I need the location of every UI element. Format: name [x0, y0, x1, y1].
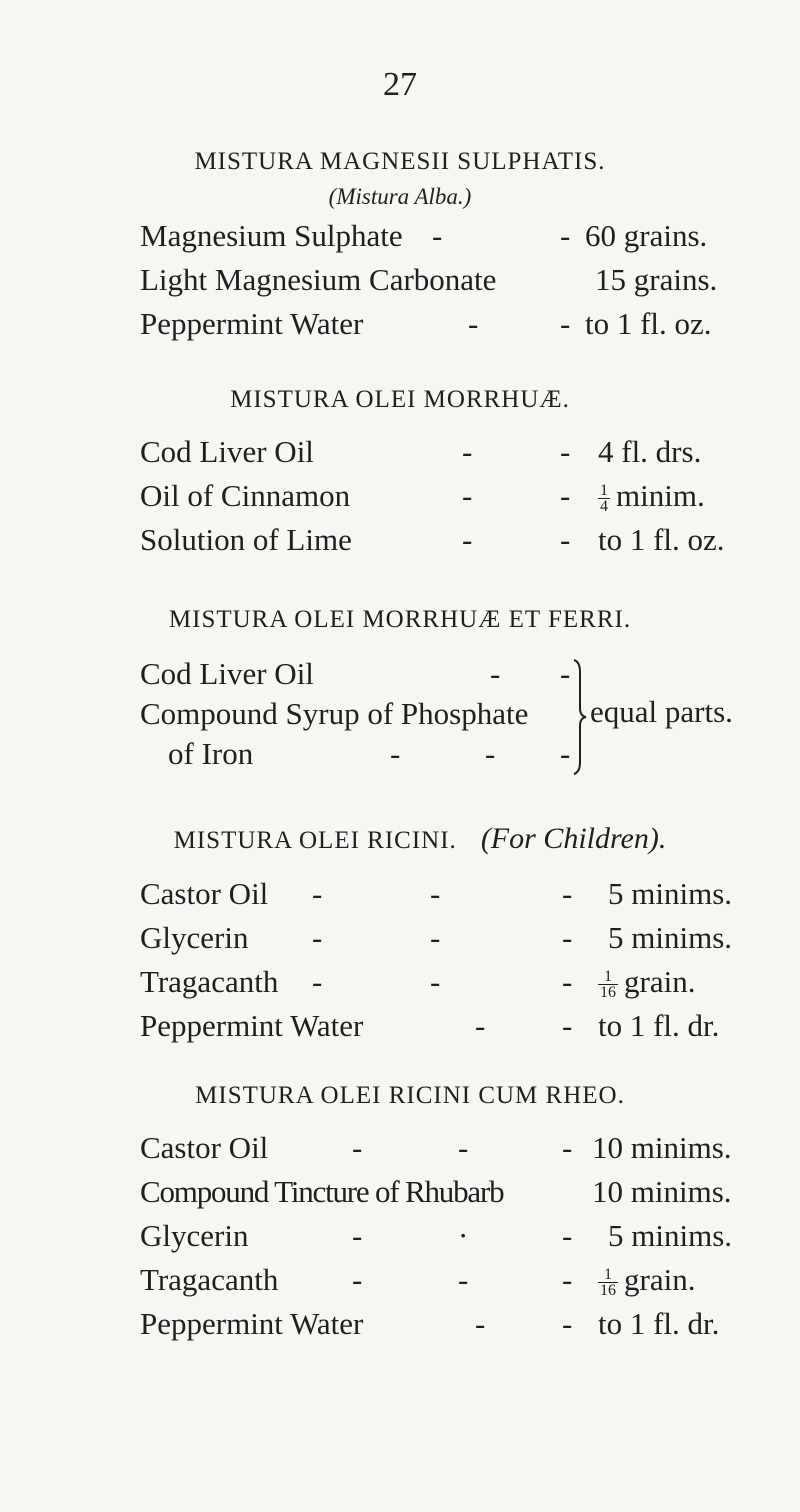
ingredient-name: of Iron [168, 736, 254, 771]
leader-dash: - [312, 964, 323, 999]
leader-dash: - [352, 1130, 363, 1165]
leader-dash: - [562, 1262, 573, 1297]
leader-dash: - [468, 306, 479, 341]
leader-dash: - [352, 1262, 363, 1297]
ingredient-row [140, 964, 760, 1008]
leader-dash: - [562, 920, 573, 955]
ingredient-row [140, 1130, 760, 1174]
ingredient-name: Tragacanth [140, 1262, 279, 1297]
page-number: 27 [383, 66, 417, 103]
ingredient-row [140, 920, 760, 964]
ingredient-row [140, 1174, 760, 1218]
ingredient-name: Light Magnesium Carbonate [140, 262, 497, 297]
leader-dash: · [458, 1218, 469, 1253]
leader-dash: - [562, 876, 573, 911]
leader-dash: - [462, 522, 473, 557]
leader-dash: - [560, 736, 571, 771]
ingredient-name: Compound Tincture of Rhubarb [140, 1174, 504, 1209]
section-mistura-magnesii [0, 148, 800, 350]
section-title: MISTURA OLEI MORRHUÆ. [230, 386, 570, 413]
ingredient-quantity: to 1 fl. dr. [598, 1008, 720, 1043]
section-mistura-olei-ricini-cum-rheo [0, 1082, 800, 1350]
ingredient-name: Peppermint Water [140, 306, 364, 341]
section-title: MISTURA OLEI RICINI CUM RHEO. [195, 1082, 625, 1109]
ingredient-row [140, 1218, 760, 1262]
ingredient-name: Glycerin [140, 920, 249, 955]
ingredient-name: Oil of Cinnamon [140, 478, 351, 513]
ingredient-row [140, 522, 760, 566]
leader-dash: - [560, 218, 571, 253]
leader-dash: - [562, 1306, 573, 1341]
leader-dash: - [562, 1130, 573, 1165]
section-mistura-olei-morrhuae [0, 386, 800, 566]
leader-dash: - [352, 1218, 363, 1253]
ingredient-quantity: to 1 fl. oz. [598, 522, 725, 557]
ingredient-row [140, 1008, 760, 1052]
leader-dash: - [432, 218, 443, 253]
section-mistura-olei-ricini [0, 822, 800, 1052]
ingredient-quantity: $\frac{1}{16}$ grain. [600, 964, 696, 1002]
section-title: MISTURA MAGNESII SULPHATIS. [194, 148, 606, 175]
right-brace-icon [572, 658, 588, 776]
leader-dash: - [458, 1262, 469, 1297]
fraction: $\frac{1}{16}$ [600, 1266, 616, 1300]
fraction: $\frac{1}{16}$ [600, 968, 616, 1002]
section-mistura-olei-morrhuae-et-ferri [0, 606, 800, 776]
ingredient-name: Cod Liver Oil [140, 434, 314, 469]
leader-dash: - [430, 876, 441, 911]
ingredient-quantity: to 1 fl. dr. [598, 1306, 720, 1341]
leader-dash: - [312, 876, 323, 911]
ingredient-quantity: 5 minims. [608, 876, 733, 911]
ingredient-name: Cod Liver Oil [140, 656, 314, 691]
ingredient-quantity: 4 fl. drs. [598, 434, 702, 469]
ingredient-quantity: $\frac{1}{16}$ grain. [600, 1262, 696, 1300]
ingredient-name: Glycerin [140, 1218, 249, 1253]
fraction: $\frac{1}{4}$ [600, 482, 608, 516]
ingredient-name: Peppermint Water [140, 1008, 364, 1043]
ingredient-row [140, 218, 740, 262]
ingredient-row [140, 306, 740, 350]
ingredient-name: Magnesium Sulphate [140, 218, 403, 253]
leader-dash: - [562, 1218, 573, 1253]
leader-dash: - [485, 736, 496, 771]
leader-dash: - [462, 478, 473, 513]
ingredient-quantity: 5 minims. [608, 1218, 733, 1253]
ingredient-row [140, 478, 760, 522]
section-title: MISTURA OLEI MORRHUÆ ET FERRI. [168, 606, 632, 633]
leader-dash: - [560, 522, 571, 557]
leader-dash: - [312, 920, 323, 955]
leader-dash: - [560, 656, 571, 691]
leader-dash: - [562, 964, 573, 999]
leader-dash: - [560, 478, 571, 513]
leader-dash: - [390, 736, 401, 771]
ingredient-quantity: $\frac{1}{4}$ minim. [600, 478, 705, 516]
ingredient-name: Solution of Lime [140, 522, 352, 557]
leader-dash: - [562, 1008, 573, 1043]
section-title-note: (For Children). [480, 822, 667, 855]
ingredient-row [140, 434, 760, 478]
ingredient-name: Castor Oil [140, 876, 269, 911]
leader-dash: - [462, 434, 473, 469]
leader-dash: - [458, 1130, 469, 1165]
ingredient-row [140, 736, 760, 776]
leader-dash: - [560, 434, 571, 469]
leader-dash: - [490, 656, 501, 691]
ingredient-name: Peppermint Water [140, 1306, 364, 1341]
ingredient-quantity: 10 minims. [592, 1174, 732, 1209]
ingredient-name: Castor Oil [140, 1130, 269, 1165]
ingredient-quantity: 10 minims. [592, 1130, 732, 1165]
leader-dash: - [560, 306, 571, 341]
ingredient-row [140, 876, 760, 920]
ingredient-name: Compound Syrup of Phosphate [140, 696, 529, 731]
leader-dash: - [430, 920, 441, 955]
ingredient-row [140, 1306, 760, 1350]
ingredient-quantity: to 1 fl. oz. [585, 306, 712, 341]
ingredient-quantity: 60 grains. [585, 218, 708, 253]
ingredient-row [140, 1262, 760, 1306]
section-title: MISTURA OLEI RICINI. [173, 827, 457, 854]
brace-quantity: equal parts. [590, 694, 733, 729]
leader-dash: - [430, 964, 441, 999]
leader-dash: - [475, 1306, 486, 1341]
ingredient-quantity: 5 minims. [608, 920, 733, 955]
section-title-line [0, 822, 800, 856]
section-subtitle: (Mistura Alba.) [328, 184, 472, 209]
ingredient-quantity: 15 grains. [595, 262, 718, 297]
leader-dash: - [475, 1008, 486, 1043]
ingredient-row [140, 262, 740, 306]
ingredient-name: Tragacanth [140, 964, 279, 999]
ingredient-row [140, 656, 760, 696]
